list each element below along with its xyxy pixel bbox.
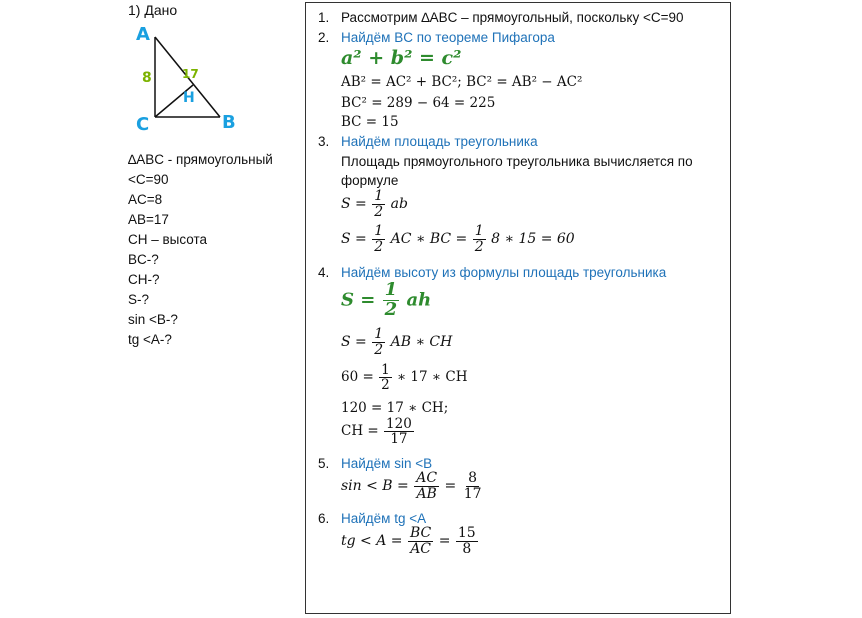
step-6-heading: Найдём tg <A — [341, 511, 427, 526]
pythagoras-formula: a² + b² = c² — [341, 47, 462, 69]
numerator: 1 — [381, 362, 390, 378]
numerator: 1 — [374, 223, 384, 239]
step-5-heading: Найдём sin <B — [341, 456, 433, 471]
height-formula-1 — [341, 327, 452, 357]
sin-formula-left: sin < B = — [341, 478, 409, 495]
numerator: 1 — [374, 188, 384, 204]
height-formula-big-left: S = — [341, 289, 376, 311]
height-formula-2-left: 60 = — [341, 369, 374, 386]
fraction — [414, 471, 439, 501]
step-4-heading: Найдём высоту из формулы площадь треугольника — [341, 265, 667, 280]
given-line: BC-? — [128, 252, 159, 267]
vertex-a-label: A — [136, 24, 150, 45]
step-1-text: Рассмотрим ∆ABC – прямоугольный, поскольку <C=90 — [341, 10, 684, 25]
height-formula-2 — [341, 363, 467, 392]
numerator: 1 — [374, 326, 384, 342]
numerator: 8 — [468, 470, 478, 486]
height-formula-big-right: ah — [406, 289, 432, 311]
fraction — [384, 417, 414, 446]
height-formula-4-left: CH = — [341, 423, 379, 440]
height-formula-1-right: AB ∗ CH — [390, 334, 453, 351]
area-formula-2-mid: AC ∗ BC = — [390, 231, 468, 248]
step-1-number: 1. — [318, 10, 330, 25]
denominator: 2 — [474, 238, 484, 255]
denominator: 8 — [462, 540, 472, 557]
given-line: AB=17 — [128, 212, 169, 227]
fraction — [462, 471, 484, 501]
step-2-heading: Найдём BC по теореме Пифагора — [341, 30, 555, 45]
tg-formula — [341, 526, 479, 556]
fraction — [473, 224, 486, 254]
numerator: AC — [416, 470, 438, 486]
height-formula-3: 120 = 17 ∗ CH; — [341, 400, 449, 416]
side-ab-length: 17 — [182, 67, 199, 81]
given-title: 1) Дано — [128, 2, 178, 18]
fraction — [372, 224, 385, 254]
fraction — [372, 189, 385, 219]
numerator: 1 — [474, 223, 484, 239]
fraction — [383, 281, 400, 320]
denominator: 2 — [381, 377, 390, 394]
step-2-number: 2. — [318, 30, 330, 45]
step-3-description-2: формуле — [341, 173, 399, 188]
tg-formula-eq: = — [438, 533, 451, 550]
denominator: 17 — [463, 485, 482, 502]
given-line: <C=90 — [128, 172, 169, 187]
denominator: AB — [416, 485, 437, 502]
numerator: 15 — [457, 525, 476, 541]
vertex-b-label: B — [222, 112, 236, 133]
area-formula-2 — [341, 224, 575, 254]
area-formula-2-left: S = — [341, 231, 367, 248]
fraction — [379, 363, 392, 392]
triangle-diagram — [130, 20, 240, 135]
numerator: 120 — [386, 416, 412, 432]
step-2-line-1: AB² = AC² + BC²; BC² = AB² − AC² — [341, 74, 583, 90]
given-line: S-? — [128, 292, 150, 307]
fraction — [372, 327, 385, 357]
numerator: 1 — [384, 279, 398, 300]
given-line: sin <B-? — [128, 312, 178, 327]
step-3-description-1: Площадь прямоугольного треугольника вычисляется по — [341, 154, 693, 169]
denominator: 2 — [374, 203, 384, 220]
fraction — [456, 526, 478, 556]
step-5-number: 5. — [318, 456, 330, 471]
sin-formula — [341, 471, 485, 501]
point-h-label: H — [183, 90, 195, 106]
height-formula-2-right: ∗ 17 ∗ CH — [396, 369, 468, 386]
step-2-line-3: BC = 15 — [341, 114, 399, 130]
given-line: AC=8 — [128, 192, 163, 207]
area-formula-2-right: 8 ∗ 15 = 60 — [491, 231, 575, 248]
tg-formula-left: tg < A = — [341, 533, 403, 550]
denominator: 2 — [374, 341, 384, 358]
sin-formula-eq: = — [444, 478, 457, 495]
step-3-number: 3. — [318, 134, 330, 149]
vertex-c-label: C — [136, 114, 150, 135]
step-4-number: 4. — [318, 265, 330, 280]
height-formula-big — [341, 281, 431, 320]
side-ac-length: 8 — [142, 70, 152, 86]
denominator: AC — [410, 540, 432, 557]
given-line: CH – высота — [128, 232, 208, 247]
given-line: ∆ABC - прямоугольный — [128, 152, 273, 167]
denominator: 2 — [384, 298, 398, 320]
area-formula-1-right: ab — [390, 196, 408, 213]
denominator: 2 — [374, 238, 384, 255]
solution-box — [305, 2, 731, 614]
step-2-line-2: BC² = 289 − 64 = 225 — [341, 95, 496, 111]
fraction — [408, 526, 433, 556]
area-formula-1 — [341, 189, 408, 219]
step-6-number: 6. — [318, 511, 330, 526]
height-formula-1-left: S = — [341, 334, 367, 351]
given-list — [128, 150, 273, 350]
given-line: tg <A-? — [128, 332, 172, 347]
given-line: CH-? — [128, 272, 160, 287]
step-3-heading: Найдём площадь треугольника — [341, 134, 538, 149]
numerator: BC — [409, 525, 432, 541]
height-formula-4 — [341, 417, 415, 446]
denominator: 17 — [390, 431, 408, 448]
area-formula-1-left: S = — [341, 196, 367, 213]
